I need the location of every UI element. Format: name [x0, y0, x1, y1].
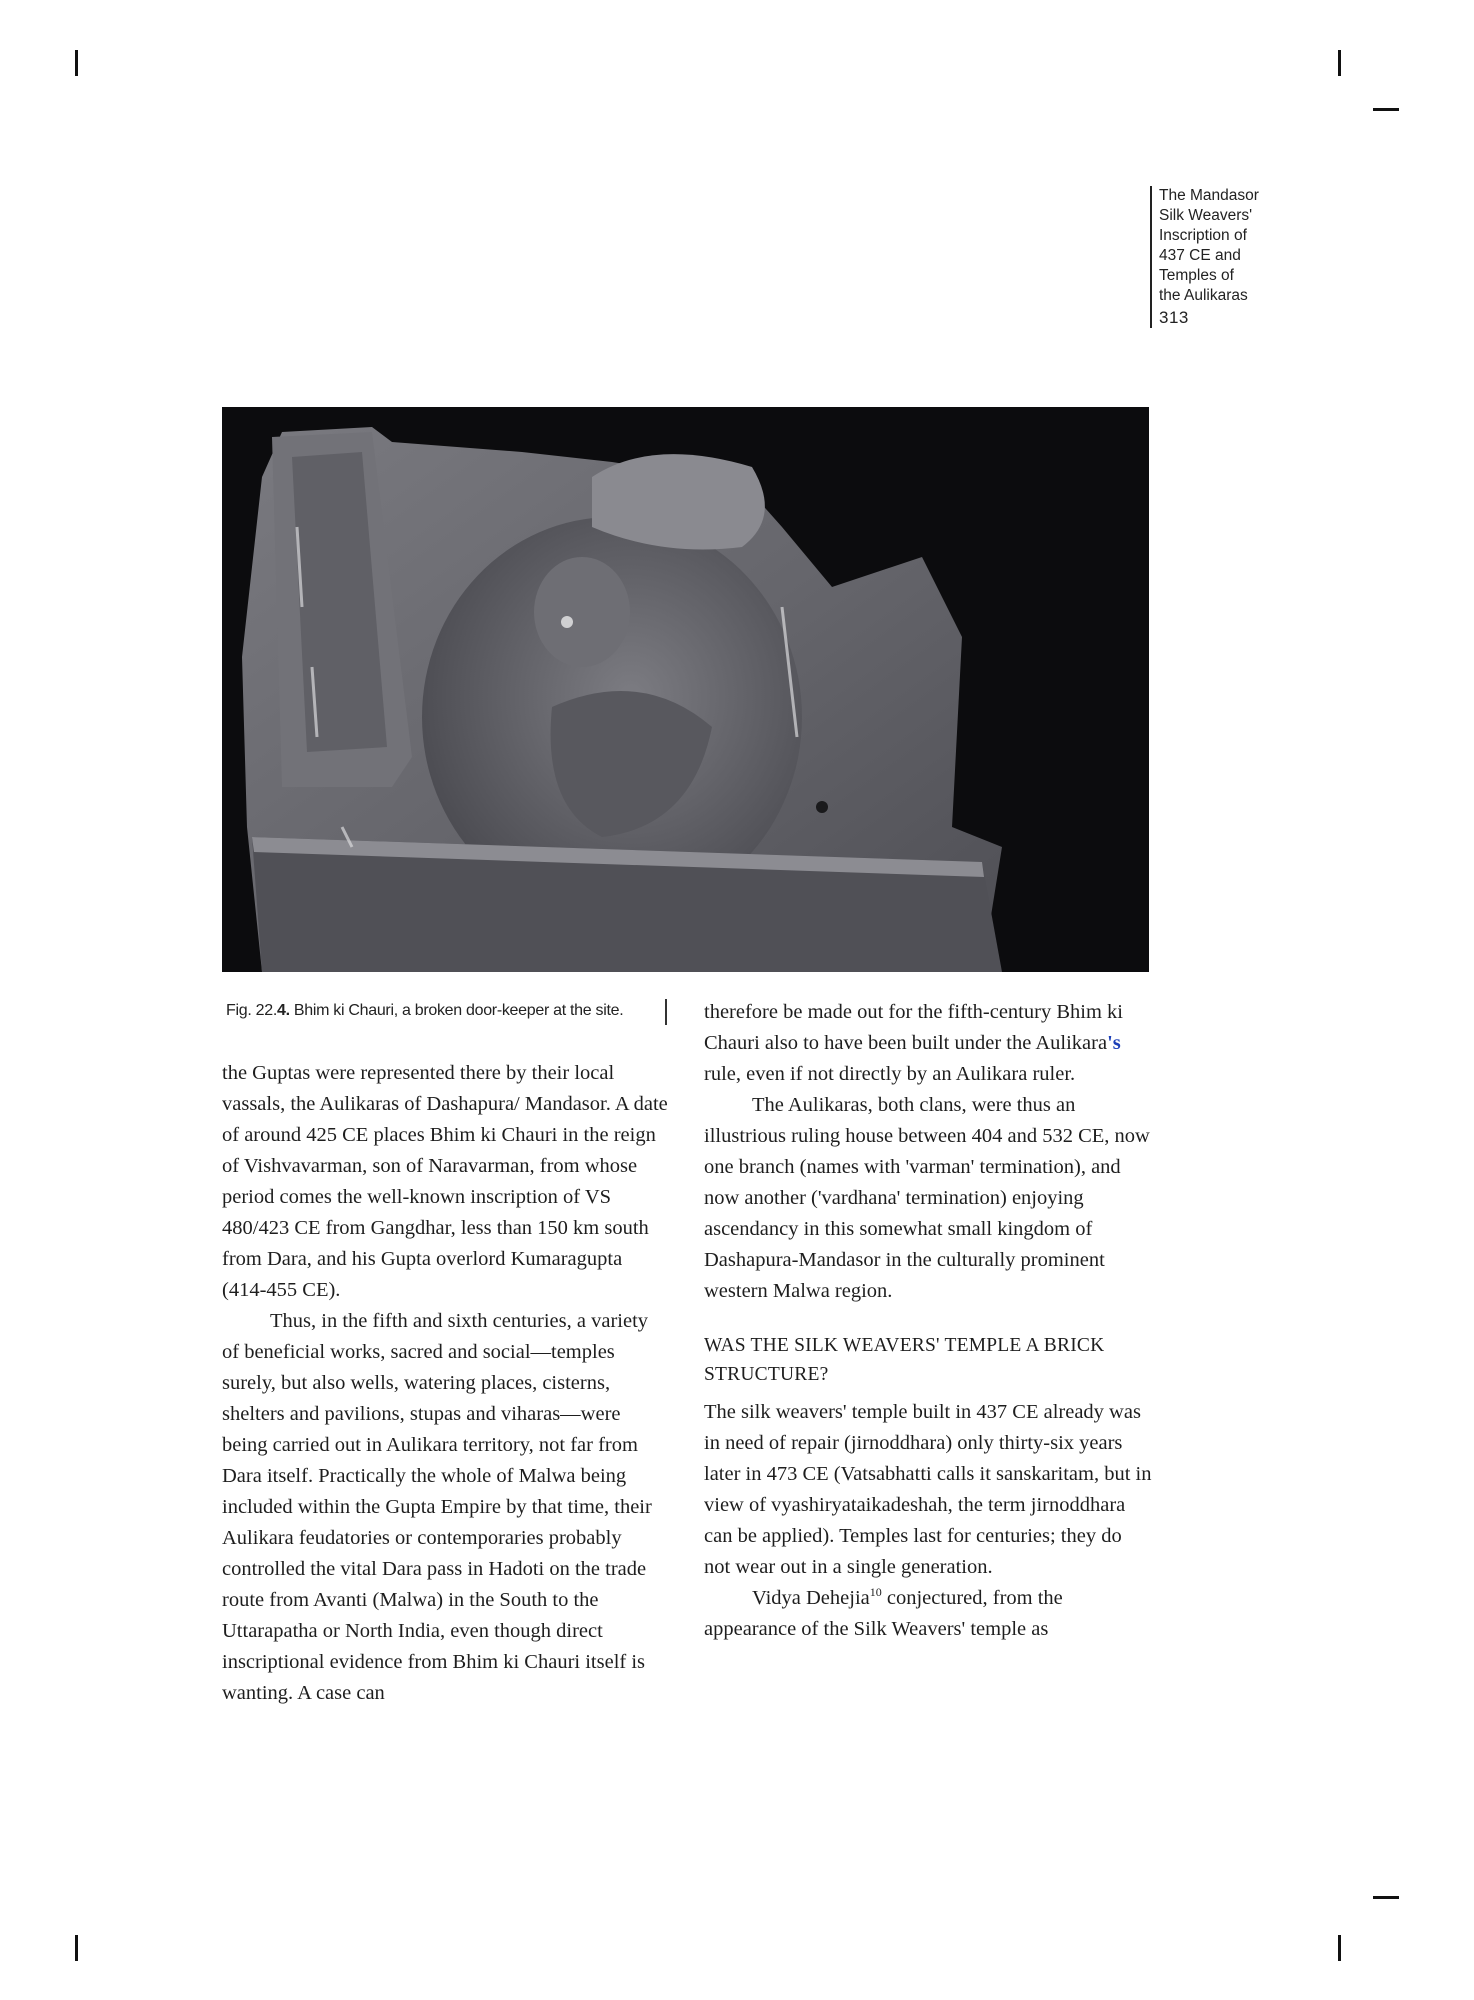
crop-mark-top-right [1338, 50, 1341, 76]
crop-mark-bottom-right [1338, 1935, 1341, 1961]
crop-mark-right-upper [1373, 108, 1399, 111]
footnote-ref: 10 [869, 1585, 882, 1600]
paragraph-text: therefore be made out for the fifth-century Bhim ki Chauri also to have been built under the Aulikara [704, 1001, 1123, 1054]
stone-sculpture-illustration [222, 407, 1149, 972]
section-heading: WAS THE SILK WEAVERS' TEMPLE A BRICK STRUCTURE? [704, 1335, 1105, 1385]
running-head-line: the Aulikaras [1159, 287, 1248, 304]
running-head-line: 437 CE and [1159, 247, 1241, 264]
figure-caption [226, 1000, 666, 1022]
running-head-line: Temples of [1159, 267, 1234, 284]
running-head-line: Silk Weavers' [1159, 207, 1253, 224]
running-head-line: Inscription of [1159, 227, 1247, 244]
crop-mark-top-left [75, 50, 78, 76]
figure-caption-text: Bhim ki Chauri, a broken door-keeper at the site. [289, 1002, 624, 1019]
paragraph: Thus, in the fifth and sixth centuries, a variety of beneficial works, sacred and social—temples surely, but also wells, watering places, cisterns, shelters and pavilions, stupas and viharas—were being carried out in Aulikara territory, not far from Dara itself. Practically the whole of Malwa being included within the Gupta Empire by that time, their Aulikara feudatories or contemporaries probably controlled the vital Dara pass in Hadoti on the trade route from Avanti (Malwa) in the South to the Uttarapatha or North India, even though direct inscriptional evidence from Bhim ki Chauri itself is wanting. A case can [222, 1310, 652, 1704]
running-head-line: The Mandasor [1159, 187, 1259, 204]
paragraph [704, 997, 1152, 1090]
crop-mark-right-lower [1373, 1896, 1399, 1899]
paragraph-text: Vidya Dehejia [752, 1587, 870, 1609]
paragraph-text: conjectured, from the appearance of the Silk Weavers' temple as [704, 1587, 1063, 1640]
paragraph: the Guptas were represented there by their local vassals, the Aulikaras of Dashapura/ Mandasor. A date of around 425 CE places Bhim ki Chauri in the reign of Vishvavarman, son of Naravarman, from whose period comes the well-known inscription of VS 480/423 CE from Gangdhar, less than 150 km south from Dara, and his Gupta overlord Kumaragupta (414-455 CE). [222, 1062, 668, 1301]
caption-rule [665, 999, 667, 1025]
paragraph-text: rule, even if not directly by an Aulikara ruler. [704, 1063, 1076, 1085]
figure-photo-door-keeper [222, 407, 1149, 972]
edit-mark: 's [1107, 1032, 1121, 1054]
figure-number-bold: 4. [276, 1002, 290, 1019]
paragraph [704, 1583, 1152, 1645]
left-text-column [222, 1058, 670, 1709]
page-number: 313 [1159, 308, 1189, 327]
paragraph: The Aulikaras, both clans, were thus an illustrious ruling house between 404 and 532 CE, now one branch (names with 'varman' termination), and now another ('vardhana' termination) enjoying ascendancy in this somewhat small kingdom of Dashapura-Mandasor in the culturally prominent western Malwa region. [704, 1094, 1150, 1302]
figure-number-prefix: Fig. 22. [226, 1002, 277, 1019]
paragraph: The silk weavers' temple built in 437 CE already was in need of repair (jirnoddhara) only thirty-six years later in 473 CE (Vatsabhatti calls it sanskaritam, but in view of vyashiryataikadeshah, the term jirnoddhara can be applied). Temples last for centuries; they do not wear out in a single generation. [704, 1401, 1152, 1578]
crop-mark-bottom-left [75, 1935, 78, 1961]
right-text-column [704, 997, 1152, 1645]
running-head [1150, 186, 1289, 328]
